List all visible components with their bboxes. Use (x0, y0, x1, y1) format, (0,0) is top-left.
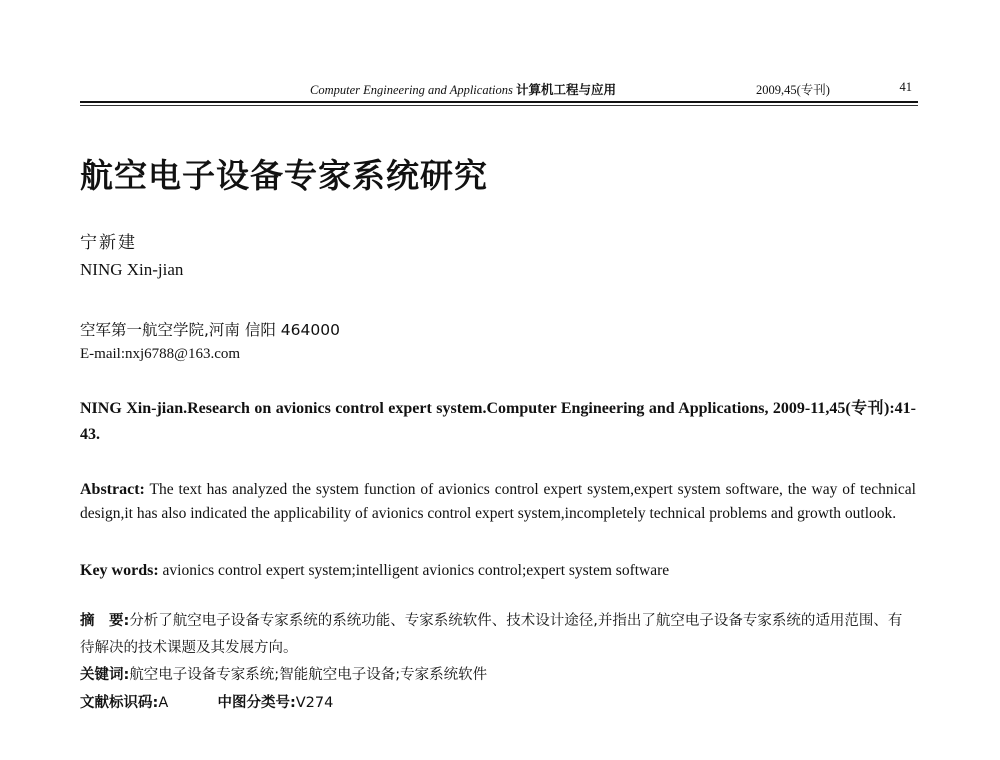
abstract-cn (80, 608, 916, 662)
running-header (80, 76, 912, 100)
author-name-cn: 宁新建 (80, 233, 137, 253)
clc-number-label: 中图分类号: (217, 695, 296, 711)
keywords-text: avionics control expert system;intelligent avionics control;expert system software (162, 562, 670, 579)
keywords-label: Key words: (80, 562, 159, 579)
classification-line (80, 692, 333, 714)
clc-number-value: V274 (295, 695, 334, 711)
keywords-cn-text: 航空电子设备专家系统;智能航空电子设备;专家系统软件 (129, 667, 488, 683)
document-code-label: 文献标识码: (80, 695, 159, 711)
citation: NING Xin-jian.Research on avionics control expert system.Computer Engineering and Applications, 2009-11,45(专刊):41-43. (80, 400, 916, 443)
abstract-en (80, 478, 916, 526)
paper-title: 航空电子设备专家系统研究 (80, 156, 488, 195)
affiliation: 空军第一航空学院,河南 信阳 464000 (80, 321, 340, 339)
journal-name (310, 80, 616, 98)
journal-name-en: Computer Engineering and Applications (310, 83, 513, 97)
keywords-en (80, 560, 916, 582)
page-number: 41 (899, 80, 912, 94)
abstract-cn-text: 分析了航空电子设备专家系统的系统功能、专家系统软件、技术设计途径,并指出了航空电子设备专家系统的适用范围、有待解决的技术课题及其发展方向。 (80, 613, 903, 656)
abstract-text: The text has analyzed the system function of avionics control expert system,expert system software, the way of technical design,it has also indicated the applicability of avionics control expert system,incompletely technical problems and growth outlook. (80, 481, 916, 522)
issue-info: 2009,45(专刊) (756, 83, 830, 97)
header-rule-thin (80, 105, 918, 106)
abstract-cn-label: 摘 要: (80, 613, 130, 629)
document-code-value: A (158, 695, 169, 711)
author-name-en: NING Xin-jian (80, 260, 184, 279)
abstract-label: Abstract: (80, 481, 145, 498)
keywords-cn (80, 664, 916, 686)
keywords-cn-label: 关键词: (80, 667, 130, 683)
email: E-mail:nxj6788@163.com (80, 346, 241, 362)
journal-name-cn: 计算机工程与应用 (516, 82, 617, 97)
header-rule-thick (80, 101, 918, 103)
